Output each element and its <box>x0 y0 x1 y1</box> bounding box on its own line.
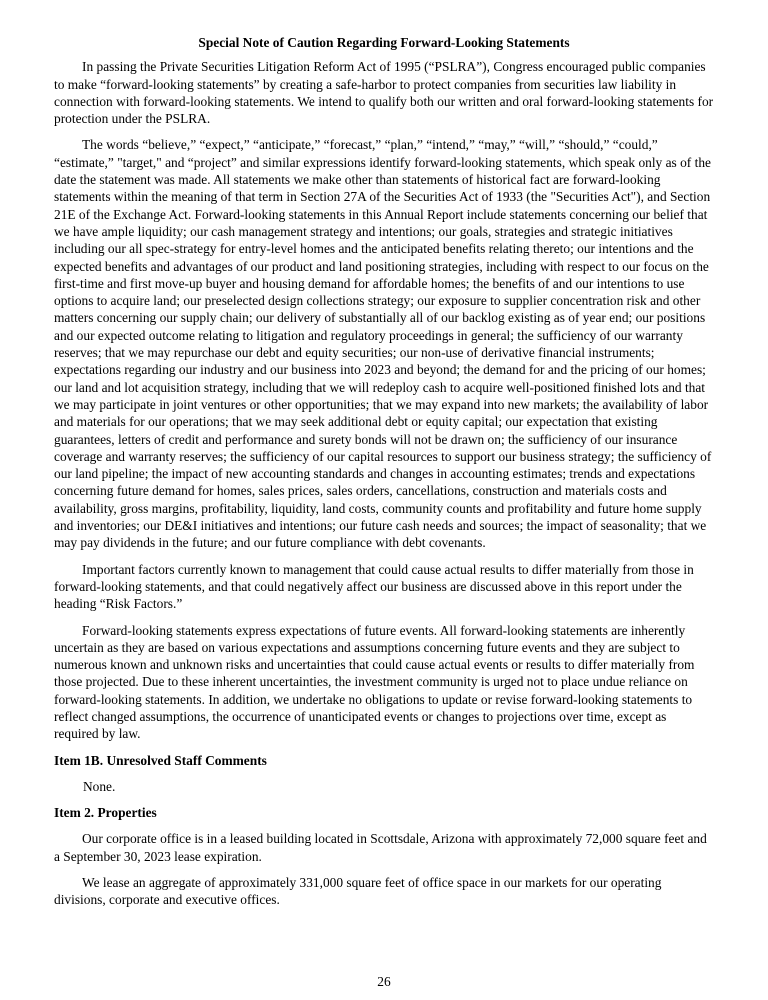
paragraph-corporate-office: Our corporate office is in a leased building located in Scottsdale, Arizona with approximately 72,000 square feet and a September 30, 2023 lease expiration. <box>54 831 707 864</box>
paragraph-none: None. <box>83 778 116 794</box>
document-title: Special Note of Caution Regarding Forward-Looking Statements <box>198 35 570 50</box>
paragraph-pslra: In passing the Private Securities Litigation Reform Act of 1995 (“PSLRA”), Congress encouraged public companies to make “forward-looking statements” by creating a safe-harbor to protect companies from securities law liability in connection with forward-looking statements. We intend to qualify both our written and oral forward-looking statements for protection under the PSLRA. <box>54 59 714 127</box>
page-number: 26 <box>377 974 391 989</box>
paragraph-future-events: Forward-looking statements express expectations of future events. All forward-looking statements are inherently uncertain as they are based on various expectations and assumptions concerning future events and they are subject to numerous known and unknown risks and uncertainties that could cause actual events or results to differ materially from those projected. Due to these inherent uncertainties, the investment community is urged not to place undue reliance on forward-looking statements. In addition, we undertake no obligations to update or revise forward-looking statements to reflect changed assumptions, the occurrence of unanticipated events or changes to projections over time, except as required by law. <box>54 622 695 742</box>
heading-item-1b: Item 1B. Unresolved Staff Comments <box>54 752 267 768</box>
paragraph-important-factors: Important factors currently known to management that could cause actual results to differ materially from those in forward-looking statements, and that could negatively affect our business are discussed above in this report under the heading “Risk Factors.” <box>54 561 694 612</box>
heading-item-2: Item 2. Properties <box>54 805 157 821</box>
paragraph-office-space: We lease an aggregate of approximately 331,000 square feet of office space in our markets for our operating divisions, corporate and executive offices. <box>54 875 662 908</box>
paragraph-forward-looking-words: The words “believe,” “expect,” “anticipate,” “forecast,” “plan,” “intend,” “may,” “will,” “should,” “could,” “estimate,” "target," and “project” and similar expressions identify forward-looking statements, which speak only as of the date the statement was made. All statements we make other than statements of historical fact are forward-looking statements within the meaning of that term in Section 27A of the Securities Act of 1933 (the "Securities Act"), and Section 21E of the Exchange Act. Forward-looking statements in this Annual Report include statements concerning our belief that we have ample liquidity; our cash management strategy and intentions; our goals, strategies and strategic initiatives including our all spec-strategy for entry-level homes and the anticipated benefits relating thereto; our intentions and the expected benefits and advantages of our product and land positioning strategies, including with respect to our focus on the first-time and first move-up buyer and housing demand for affordable homes; the benefits of and our intentions to use options to acquire land; our preselected design collections strategy; our exposure to supplier concentration risk and other matters concerning our supply chain; our delivery of substantially all of our backlog existing as of year end; our positions and our expected outcome relating to litigation and regulatory proceedings in general; the sufficiency of our warranty reserves; that we may repurchase our debt and equity securities; our non-use of derivative financial instruments; expectations regarding our industry and our business into 2023 and beyond; the demand for and the pricing of our homes; our land and lot acquisition strategy, including that we will redeploy cash to acquire well-positioned finished lots and that we may participate in joint ventures or other opportunities; that we may expand into new markets; the availability of labor and materials for our operations; that we may seek additional debt or equity capital; our expectation that existing guarantees, letters of credit and performance and surety bonds will not be drawn on; the sufficiency of our insurance coverage and warranty reserves; the sufficiency of our capital resources to support our business strategy; the sufficiency of our land pipeline; the impact of new accounting standards and changes in accounting estimates; trends and expectations concerning future demand for homes, sales prices, sales orders, cancellations, construction and materials costs and availability, gross margins, profitability, liquidity, land costs, community counts and profitability and future home supply and inventories; our DE&I initiatives and intentions; our future cash needs and sources; the impact of seasonality; that we may pay dividends in the future; and our future compliance with debt covenants. <box>54 137 712 551</box>
